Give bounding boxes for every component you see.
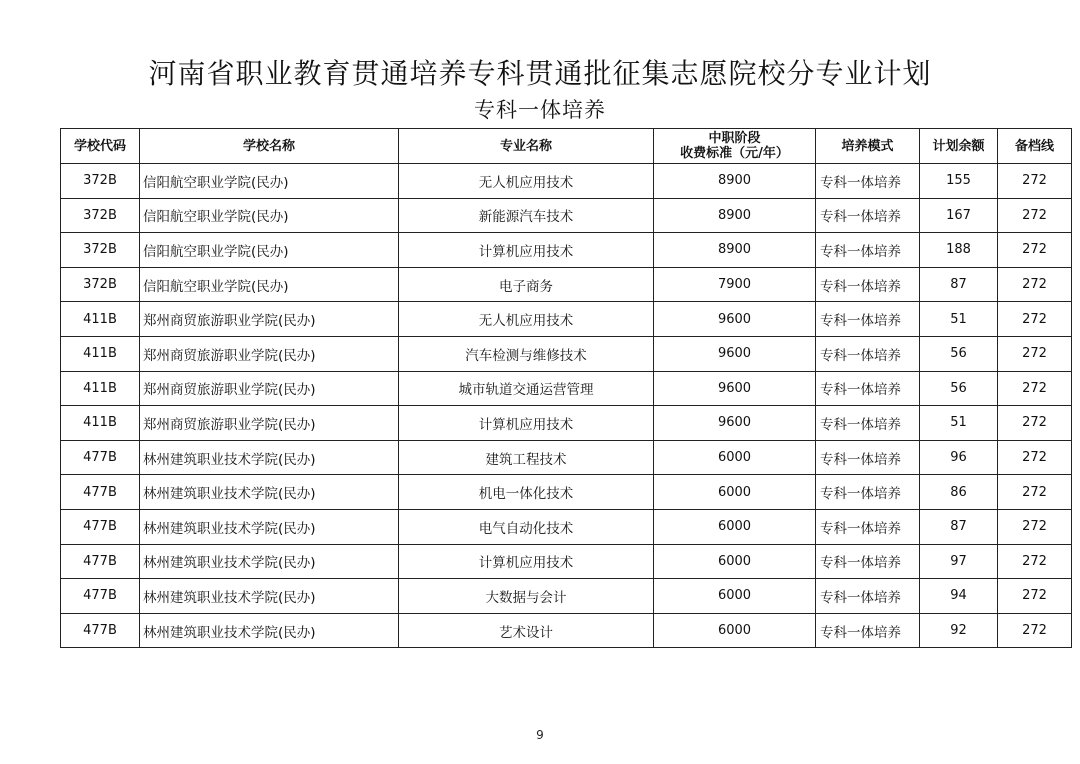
cell-school-name: 郑州商贸旅游职业学院(民办) — [140, 406, 399, 441]
cell-fee: 8900 — [654, 233, 816, 268]
cell-school-code: 411B — [61, 406, 140, 441]
cell-fee: 9600 — [654, 371, 816, 406]
cell-major-name: 无人机应用技术 — [399, 164, 654, 199]
cell-training-mode: 专科一体培养 — [816, 371, 920, 406]
cell-remaining-quota: 56 — [920, 371, 998, 406]
cell-school-name: 郑州商贸旅游职业学院(民办) — [140, 336, 399, 371]
cell-training-mode: 专科一体培养 — [816, 406, 920, 441]
cell-fee: 9600 — [654, 336, 816, 371]
header-training-mode: 培养模式 — [816, 129, 920, 164]
cell-major-name: 计算机应用技术 — [399, 406, 654, 441]
cell-remaining-quota: 51 — [920, 406, 998, 441]
cell-major-name: 艺术设计 — [399, 613, 654, 648]
cell-training-mode: 专科一体培养 — [816, 579, 920, 614]
header-fee-line2: 收费标准（元/年） — [680, 146, 789, 161]
cell-school-name: 郑州商贸旅游职业学院(民办) — [140, 371, 399, 406]
cell-major-name: 大数据与会计 — [399, 579, 654, 614]
cell-remaining-quota: 51 — [920, 302, 998, 337]
cell-major-name: 电气自动化技术 — [399, 509, 654, 544]
cell-major-name: 机电一体化技术 — [399, 475, 654, 510]
cell-cutoff-score: 272 — [998, 579, 1072, 614]
cell-remaining-quota: 87 — [920, 509, 998, 544]
table-row — [61, 544, 1072, 579]
cell-school-code: 411B — [61, 371, 140, 406]
header-fee-standard — [654, 129, 816, 164]
cell-training-mode: 专科一体培养 — [816, 613, 920, 648]
cell-remaining-quota: 97 — [920, 544, 998, 579]
cell-major-name: 建筑工程技术 — [399, 440, 654, 475]
cell-remaining-quota: 96 — [920, 440, 998, 475]
cell-cutoff-score: 272 — [998, 406, 1072, 441]
cell-cutoff-score: 272 — [998, 371, 1072, 406]
cell-remaining-quota: 56 — [920, 336, 998, 371]
cell-remaining-quota: 167 — [920, 198, 998, 233]
table-row — [61, 509, 1072, 544]
cell-fee: 6000 — [654, 544, 816, 579]
cell-cutoff-score: 272 — [998, 336, 1072, 371]
page-subtitle: 专科一体培养 — [474, 98, 606, 122]
cell-remaining-quota: 87 — [920, 267, 998, 302]
table-row — [61, 267, 1072, 302]
cell-remaining-quota: 188 — [920, 233, 998, 268]
cell-cutoff-score: 272 — [998, 613, 1072, 648]
header-school-code: 学校代码 — [61, 129, 140, 164]
cell-fee: 6000 — [654, 475, 816, 510]
cell-cutoff-score: 272 — [998, 544, 1072, 579]
cell-school-code: 372B — [61, 233, 140, 268]
cell-remaining-quota: 92 — [920, 613, 998, 648]
cell-fee: 6000 — [654, 440, 816, 475]
cell-training-mode: 专科一体培养 — [816, 475, 920, 510]
cell-training-mode: 专科一体培养 — [816, 544, 920, 579]
table-body — [61, 164, 1072, 648]
table-row — [61, 579, 1072, 614]
cell-cutoff-score: 272 — [998, 509, 1072, 544]
cell-cutoff-score: 272 — [998, 164, 1072, 199]
cell-training-mode: 专科一体培养 — [816, 509, 920, 544]
cell-school-name: 信阳航空职业学院(民办) — [140, 164, 399, 199]
cell-school-name: 林州建筑职业技术学院(民办) — [140, 440, 399, 475]
cell-major-name: 汽车检测与维修技术 — [399, 336, 654, 371]
cell-school-name: 林州建筑职业技术学院(民办) — [140, 509, 399, 544]
cell-training-mode: 专科一体培养 — [816, 233, 920, 268]
table-row — [61, 440, 1072, 475]
header-remaining-quota: 计划余额 — [920, 129, 998, 164]
cell-cutoff-score: 272 — [998, 475, 1072, 510]
page-title: 河南省职业教育贯通培养专科贯通批征集志愿院校分专业计划 — [148, 57, 932, 90]
cell-school-name: 信阳航空职业学院(民办) — [140, 267, 399, 302]
cell-remaining-quota: 94 — [920, 579, 998, 614]
cell-remaining-quota: 155 — [920, 164, 998, 199]
cell-fee: 9600 — [654, 302, 816, 337]
table-row — [61, 613, 1072, 648]
header-fee-line1: 中职阶段 — [708, 131, 761, 146]
cell-fee: 6000 — [654, 579, 816, 614]
cell-fee: 8900 — [654, 198, 816, 233]
cell-school-name: 林州建筑职业技术学院(民办) — [140, 544, 399, 579]
cell-school-code: 477B — [61, 544, 140, 579]
cell-cutoff-score: 272 — [998, 440, 1072, 475]
cell-school-name: 信阳航空职业学院(民办) — [140, 233, 399, 268]
table-row — [61, 198, 1072, 233]
cell-school-code: 372B — [61, 198, 140, 233]
cell-fee: 9600 — [654, 406, 816, 441]
cell-major-name: 新能源汽车技术 — [399, 198, 654, 233]
header-major-name: 专业名称 — [399, 129, 654, 164]
table-row — [61, 233, 1072, 268]
cell-major-name: 电子商务 — [399, 267, 654, 302]
cell-fee: 6000 — [654, 613, 816, 648]
cell-remaining-quota: 86 — [920, 475, 998, 510]
cell-school-code: 477B — [61, 579, 140, 614]
table-header-row — [61, 129, 1072, 164]
table-row — [61, 371, 1072, 406]
cell-school-name: 林州建筑职业技术学院(民办) — [140, 613, 399, 648]
cell-school-code: 411B — [61, 336, 140, 371]
cell-fee: 6000 — [654, 509, 816, 544]
cell-school-name: 林州建筑职业技术学院(民办) — [140, 475, 399, 510]
cell-training-mode: 专科一体培养 — [816, 336, 920, 371]
cell-school-code: 372B — [61, 164, 140, 199]
header-school-name: 学校名称 — [140, 129, 399, 164]
cell-training-mode: 专科一体培养 — [816, 164, 920, 199]
table-row — [61, 302, 1072, 337]
header-cutoff-score: 备档线 — [998, 129, 1072, 164]
cell-school-name: 郑州商贸旅游职业学院(民办) — [140, 302, 399, 337]
cell-school-name: 信阳航空职业学院(民办) — [140, 198, 399, 233]
cell-school-code: 477B — [61, 440, 140, 475]
cell-cutoff-score: 272 — [998, 267, 1072, 302]
cell-training-mode: 专科一体培养 — [816, 440, 920, 475]
table-row — [61, 406, 1072, 441]
cell-school-code: 477B — [61, 509, 140, 544]
cell-school-code: 411B — [61, 302, 140, 337]
cell-cutoff-score: 272 — [998, 233, 1072, 268]
cell-cutoff-score: 272 — [998, 302, 1072, 337]
enrollment-plan-table — [60, 128, 1072, 648]
cell-fee: 7900 — [654, 267, 816, 302]
cell-school-code: 477B — [61, 475, 140, 510]
page-number: 9 — [536, 728, 544, 742]
cell-school-code: 477B — [61, 613, 140, 648]
cell-school-name: 林州建筑职业技术学院(民办) — [140, 579, 399, 614]
cell-training-mode: 专科一体培养 — [816, 302, 920, 337]
cell-major-name: 城市轨道交通运营管理 — [399, 371, 654, 406]
cell-major-name: 计算机应用技术 — [399, 544, 654, 579]
table-row — [61, 475, 1072, 510]
cell-training-mode: 专科一体培养 — [816, 198, 920, 233]
table-row — [61, 336, 1072, 371]
cell-fee: 8900 — [654, 164, 816, 199]
cell-training-mode: 专科一体培养 — [816, 267, 920, 302]
cell-school-code: 372B — [61, 267, 140, 302]
table-row — [61, 164, 1072, 199]
cell-major-name: 计算机应用技术 — [399, 233, 654, 268]
cell-major-name: 无人机应用技术 — [399, 302, 654, 337]
cell-cutoff-score: 272 — [998, 198, 1072, 233]
